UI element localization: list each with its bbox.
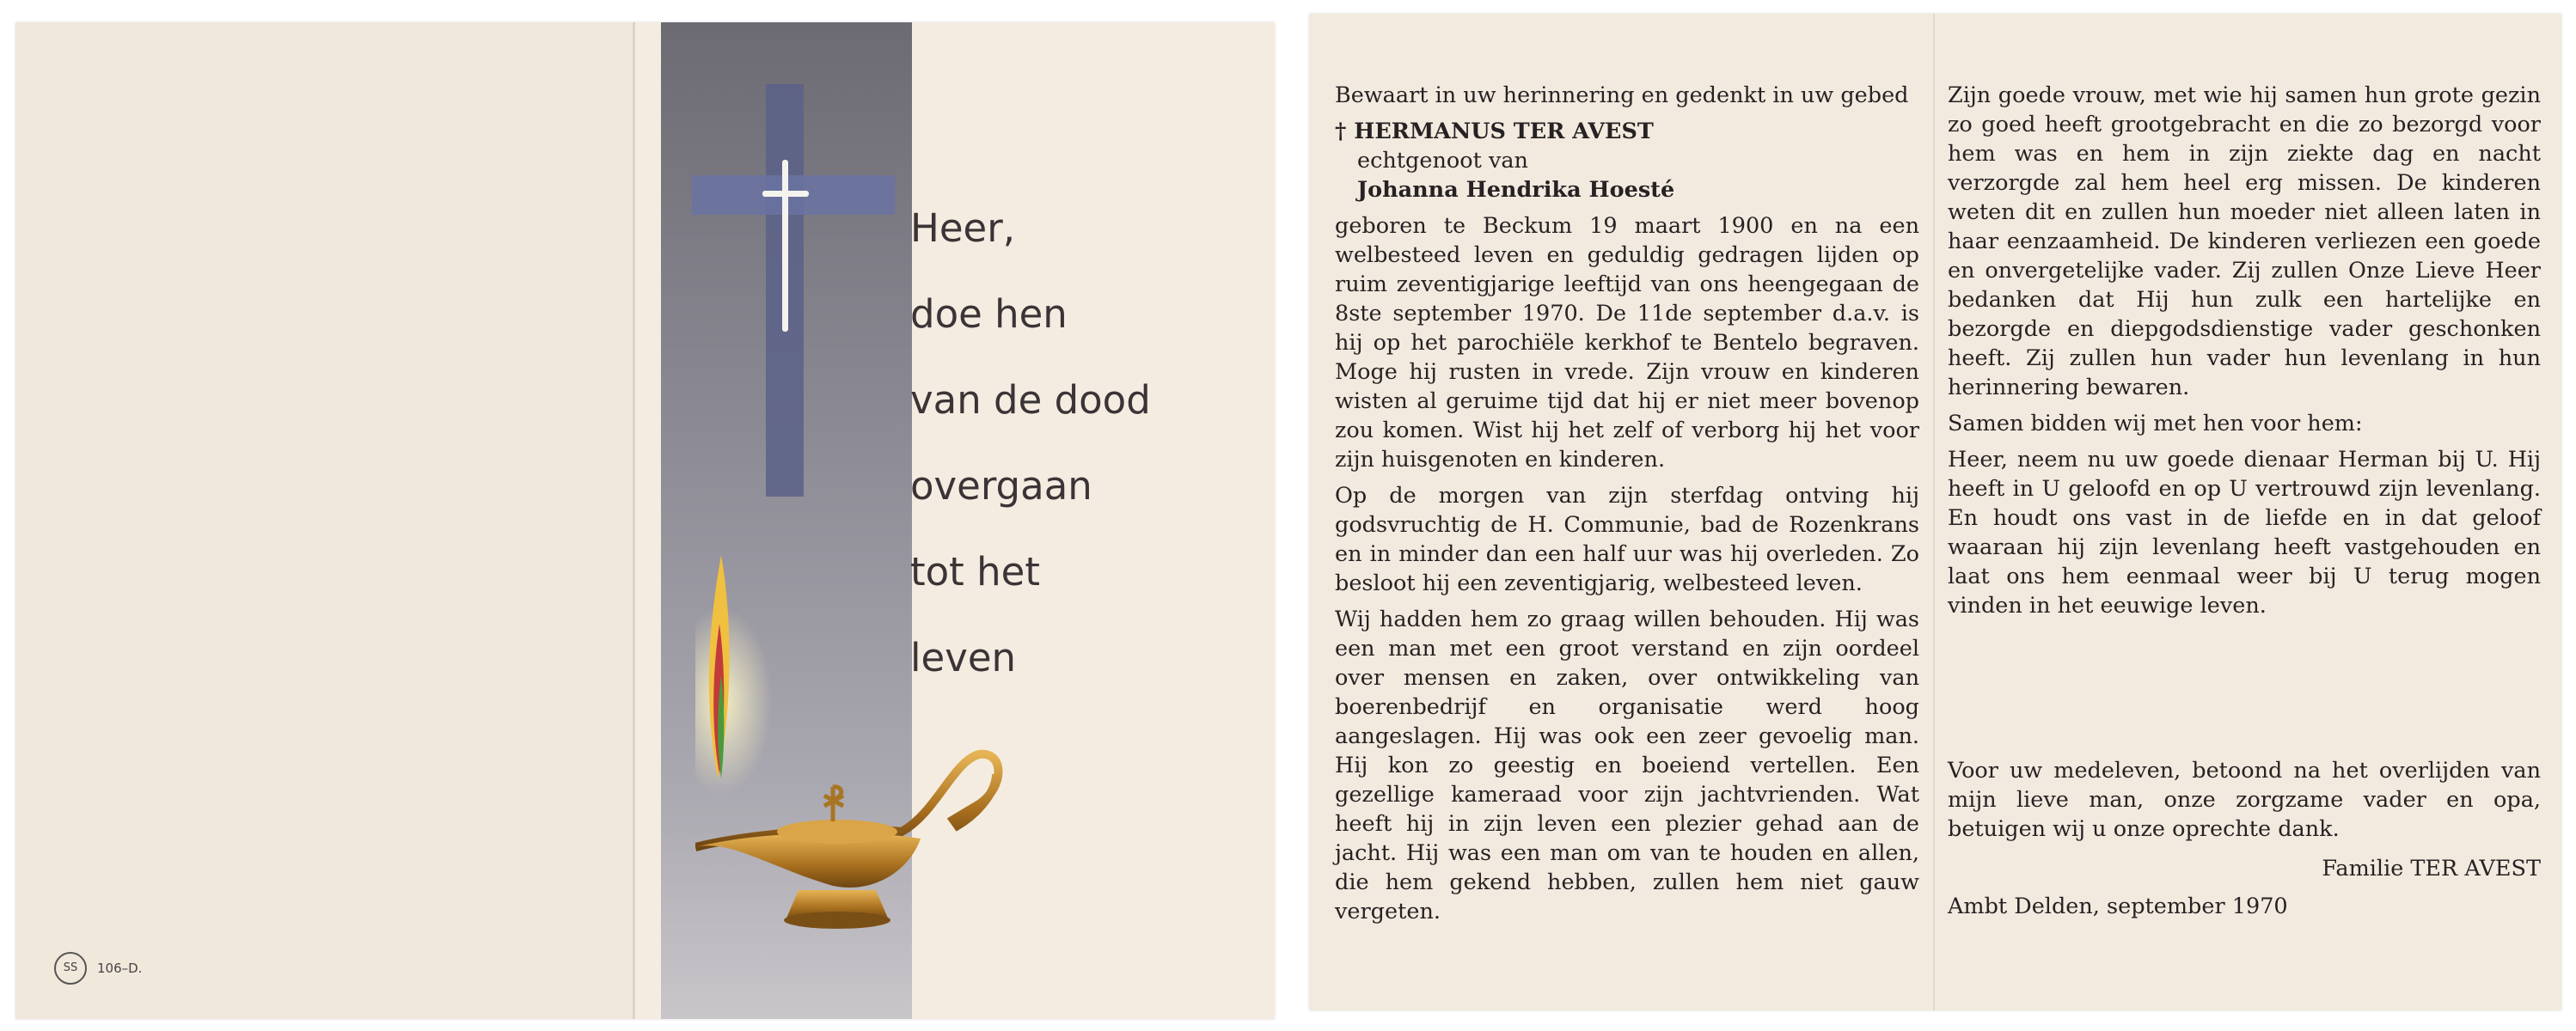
card-inside [1309,14,2561,1010]
cross-icon-bar [762,191,809,197]
deceased-name-line [1335,117,1919,146]
intro-text: Bewaart in uw herinnering en gedenkt in uw gebed [1335,82,1909,108]
chi-rho-icon [824,787,843,821]
inside-right-column [1948,81,2541,921]
cross-icon [782,160,788,332]
publisher-logo: SS [54,952,87,985]
death-paragraph: Op de morgen van zijn sterfdag ontving hij godsvruchtig de H. Communie, bad de Rozenkrans en in minder dan een half uur was hij overleden. Zo besloot hij een zeventigjarig, welbesteed leven. [1335,483,1919,596]
card-back-panel [15,22,633,1019]
inside-fold-line [1933,14,1935,1010]
family-paragraph: Zijn goede vrouw, met wie hij samen hun grote gezin zo goed heeft grootgebracht en die zo bezorgd voor hem was en hem in zijn ziekte dag en nacht verzorgde zal hem heel erg missen. De kinderen weten dit en zullen hun moeder niet alleen laten in haar eenzaamheid. De kinderen verliezen een goede en onvergetelijke vader. Zij zullen Onze Lieve Heer bedanken dat Hij hun zulk een hartelijke en bezorgde en diepgodsdienstige vader geschonken heeft. Zij zullen hun vader hun levenlang in hun herinnering bewaren. [1948,82,2541,400]
place-date: Ambt Delden, september 1970 [1948,894,2288,919]
cross-symbol: † [1335,119,1347,144]
family-signature: Familie TER AVEST [2322,856,2541,882]
prayer-line: van de dood [910,377,1151,423]
prayer-line: overgaan [910,463,1092,509]
prayer-line: Heer, [910,205,1016,251]
front-prayer [910,186,1254,701]
card-outside [15,22,1275,1019]
biography-paragraph: geboren te Beckum 19 maart 1900 en na een welbesteed leven en geduldig gedragen lijden op ruim zeventigjarige leeftijd van ons heengegaan de 8ste september 1970. De 11de september d.a.v. is hij op het parochiële kerkhof te Bentelo begraven. Moge hij rusten in vrede. Zijn vrouw en kinderen wisten al geruime tijd dat hij er niet meer bovenop zou komen. Wist hij het zelf of verborg hij het voor zijn huisgenoten en kinderen. [1335,213,1919,473]
prayer-line: leven [910,635,1017,680]
card-front-panel [635,22,1275,1019]
prayer-line: doe hen [910,291,1068,337]
deceased-name: HERMANUS TER AVEST [1354,119,1654,144]
thanks-text: Voor uw medeleven, betoond na het overlijden van mijn lieve man, onze zorgzame vader en opa, betuigen wij u onze oprechte dank. [1948,758,2541,842]
prayer-line: tot het [910,549,1040,595]
spouse-prefix: echtgenoot van [1357,148,1528,174]
spouse-name: Johanna Hendrika Hoesté [1357,177,1675,203]
closing-prayer: Heer, neem nu uw goede dienaar Herman bij U. Hij heeft in U geloofd en op U vertrouwd zijn levenlang. En houdt ons vast in de liefde en in dat geloof waaraan hij zijn levenlang heeft vastgehouden en laat ons hem eenmaal weer bij U terug mogen vinden in het eeuwige leven. [1948,447,2541,619]
flame-glow [695,607,773,796]
inside-left-column [1335,81,1919,933]
prayer-intro: Samen bidden wij met hen voor hem: [1948,411,2363,436]
character-paragraph: Wij hadden hem zo graag willen behouden. Hij was een man met een groot verstand en zijn oordeel over mensen en zaken, over ontwikkeling van boerenbedrijf en organisatie werd hoog aangeslagen. Hij was ook een zeer gevoelig man. Hij kon zo geestig en boeiend vertellen. Een gezellige kameraad voor zijn jachtvrienden. Wat heeft hij in zijn leven een plezier gehad aan de jacht. Hij was een man om van te houden en allen, die hem gekend hebben, zullen hem niet gauw vergeten. [1335,607,1919,924]
print-code: 106–D. [97,961,143,976]
